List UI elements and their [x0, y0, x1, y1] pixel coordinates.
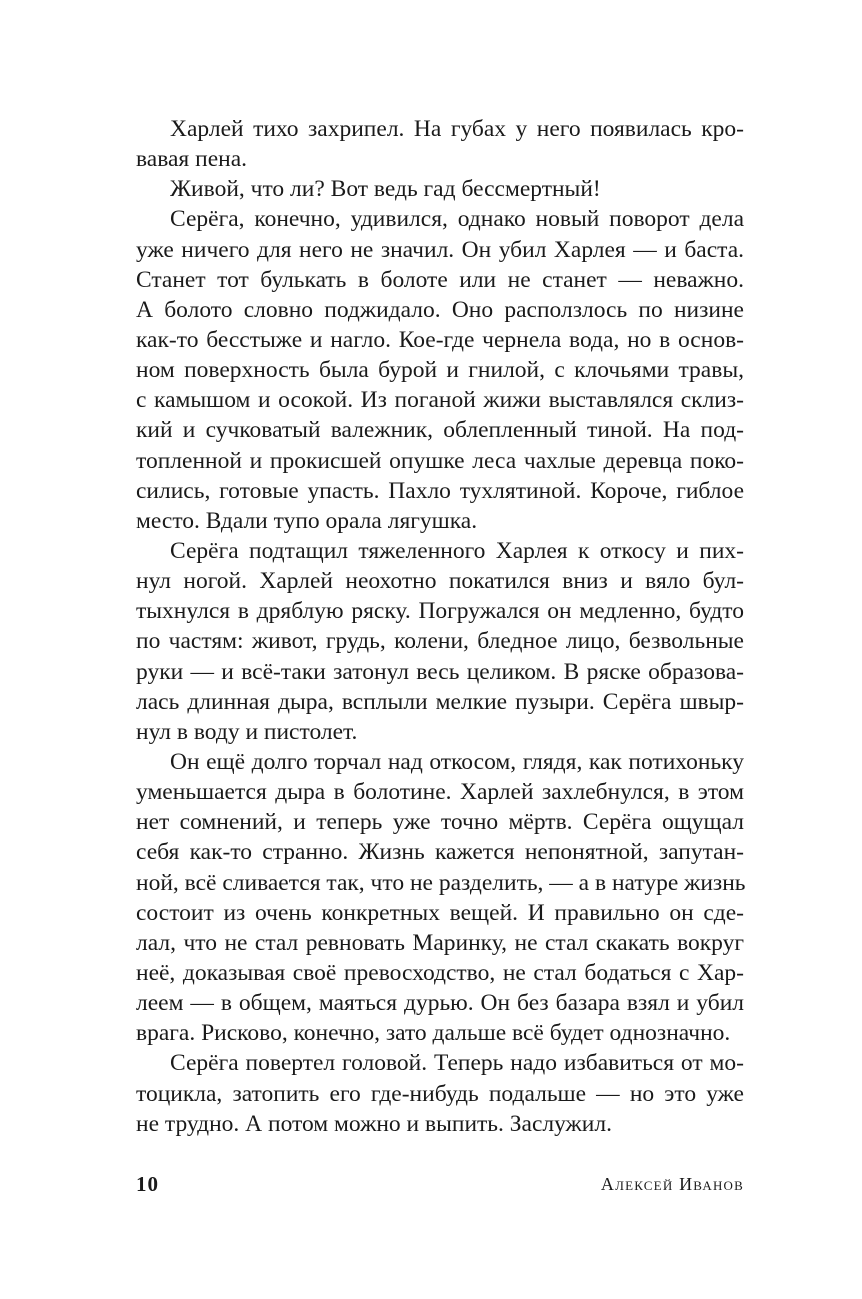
- text-line: Станет тот булькать в болоте или не станет — неважно.: [136, 266, 744, 293]
- body-text: [136, 114, 744, 1139]
- text-line: А болото словно поджидало. Оно расползлось по низине: [136, 296, 744, 323]
- text-line: не трудно. А потом можно и выпить. Заслужил.: [136, 1110, 612, 1137]
- text-line: место. Вдали тупо орала лягушка.: [136, 507, 478, 534]
- text-line: ном поверхность была бурой и гнилой, с клочьями травы,: [136, 357, 744, 384]
- running-footer-author: Алексей Иванов: [600, 1174, 744, 1194]
- paragraph: [136, 1048, 744, 1138]
- text-line: нул в воду и пистолет.: [136, 718, 358, 745]
- text-line: состоит из очень конкретных вещей. И правильно он сде-: [136, 899, 744, 926]
- text-line: руки — и всё-таки затонул весь целиком. В ряске образова-: [136, 658, 744, 685]
- text-line: неё, доказывая своё превосходство, не стал бодаться с Хар-: [136, 959, 744, 986]
- text-line: тыхнулся в дряблую ряску. Погружался он медленно, будто: [136, 598, 744, 625]
- text-line: лась длинная дыра, всплыли мелкие пузыри. Серёга швыр-: [136, 688, 744, 715]
- text-line: кий и сучковатый валежник, облепленный тиной. На под-: [136, 417, 744, 444]
- text-line: себя как-то странно. Жизнь кажется непонятной, запутан-: [136, 839, 744, 866]
- text-line: лал, что не стал ревновать Маринку, не стал скакать вокруг: [136, 929, 744, 956]
- text-line: врага. Рисково, конечно, зато дальше всё будет однозначно.: [136, 1020, 731, 1047]
- text-line: ной, всё сливается так, что не разделить, — а в натуре жизнь: [136, 869, 746, 896]
- text-line: с камышом и осокой. Из поганой жижи выставлялся склиз-: [136, 387, 744, 414]
- text-line: нул ногой. Харлей неохотно покатился вниз и вяло бул-: [136, 568, 744, 595]
- text-line: вавая пена.: [136, 146, 248, 173]
- text-line: топленной и прокисшей опушке леса чахлые деревца поко-: [136, 447, 744, 474]
- text-line: Серёга, конечно, удивился, однако новый поворот дела: [170, 206, 744, 233]
- text-line: Харлей тихо захрипел. На губах у него появилась кро-: [170, 116, 744, 142]
- text-line: Серёга подтащил тяжеленного Харлея к откосу и пих-: [170, 537, 744, 564]
- paragraph: [136, 174, 744, 204]
- paragraph: [136, 747, 744, 1048]
- paragraph: [136, 114, 744, 174]
- text-line: как-то бесстыже и нагло. Кое-где чернела вода, но в основ-: [136, 326, 744, 353]
- text-line: Он ещё долго торчал над откосом, глядя, как потихоньку: [170, 748, 744, 775]
- text-line: уже ничего для него не значил. Он убил Харлея — и баста.: [136, 236, 744, 263]
- text-line: Серёга повертел головой. Теперь надо избавиться от мо-: [170, 1050, 744, 1077]
- text-line: уменьшается дыра в болотине. Харлей захлебнулся, в этом: [136, 779, 744, 806]
- text-line: по частям: живот, грудь, колени, бледное лицо, безвольные: [136, 628, 744, 655]
- text-line: тоцикла, затопить его где-нибудь подальше — но это уже: [136, 1080, 744, 1107]
- text-line: леем — в общем, маяться дурью. Он без базара взял и убил: [136, 990, 744, 1017]
- text-line: Живой, что ли? Вот ведь гад бессмертный!: [170, 176, 601, 203]
- paragraph: [136, 204, 744, 536]
- paragraph: [136, 536, 744, 747]
- text-line: нет сомнений, и теперь уже точно мёртв. Серёга ощущал: [136, 809, 744, 836]
- text-line: сились, готовые упасть. Пахло тухлятиной. Короче, гиблое: [136, 477, 744, 504]
- page-number: 10: [136, 1172, 159, 1196]
